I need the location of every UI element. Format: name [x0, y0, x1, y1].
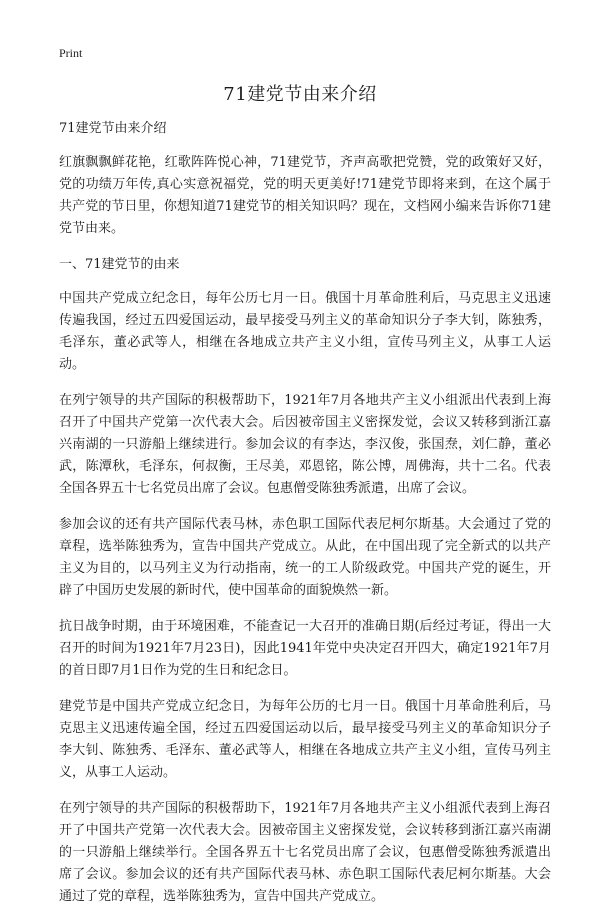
body-paragraph: 建党节是中国共产党成立纪念日，为每年公历的七月一日。俄国十月革命胜利后，马克思主义迅速传遍全国，经过五四爱国运动以后，最早接受马列主义的革命知识分子李大钊、陈独秀、毛泽东、董必武等人，相继在各地成立共产主义小组，宣传马列主义，从事工人运动。	[59, 699, 551, 780]
document-title: 71建党节由来介绍	[223, 84, 377, 105]
document-body	[59, 118, 551, 922]
section-heading: 一、71建党节的由来	[59, 257, 180, 272]
body-paragraph: 在列宁领导的共产国际的积极帮助下，1921年7月各地共产主义小组派出代表到上海召开了中国共产党第一次代表大会。后因被帝国主义密探发觉，会议又转移到浙江嘉兴南湖的一只游船上继续进行。参加会议的有李达，李汉俊，张国焘，刘仁静，董必武，陈潭秋，毛泽东，何叔衡，王尽美，邓恩铭，陈公博，周佛海，共十二名。代表全国各界五十七名党员出席了会议。包惠僧受陈独秀派遣，出席了会议。	[59, 393, 551, 496]
intro-paragraph: 红旗飘飘鲜花艳，红歌阵阵悦心神，71建党节，齐声高歌把党赞，党的政策好又好，党的功绩万年传,真心实意祝福党，党的明天更美好!71建党节即将来到，在这个属于共产党的节日里，你想知道71建党节的相关知识吗？现在，文档网小编来告诉你71建党节由来。	[59, 155, 551, 236]
print-link[interactable]: Print	[59, 46, 83, 60]
subtitle-paragraph: 71建党节由来介绍	[59, 121, 167, 136]
body-paragraph: 在列宁领导的共产国际的积极帮助下，1921年7月各地共产主义小组派代表到上海召开了中国共产党第一次代表大会。因被帝国主义密探发觉，会议转移到浙江嘉兴南湖的一只游船上继续举行。全国各界五十七名党员出席了会议，包惠僧受陈独秀派遣出席了会议。参加会议的还有共产国际代表马林、赤色职工国际代表尼柯尔斯基。大会通过了党的章程，选举陈独秀为，宣告中国共产党成立。	[59, 801, 551, 904]
body-paragraph: 抗日战争时期，由于环境困难，不能查记一大召开的准确日期(后经过考证，得出一大召开的时间为1921年7月23日)，因此1941年党中央决定召开四大，确定1921年7月的首日即7月1日作为党的生日和纪念日。	[59, 619, 551, 678]
body-paragraph: 参加会议的还有共产国际代表马林，赤色职工国际代表尼柯尔斯基。大会通过了党的章程，选举陈独秀为，宣告中国共产党成立。从此，在中国出现了完全新式的以共产主义为目的，以马列主义为行动指南，统一的工人阶级政党。中国共产党的诞生，开辟了中国历史发展的新时代，使中国革命的面貌焕然一新。	[59, 517, 551, 598]
body-paragraph: 中国共产党成立纪念日，每年公历七月一日。俄国十月革命胜利后，马克思主义迅速传遍我国，经过五四爱国运动，最早接受马列主义的革命知识分子李大钊，陈独秀，毛泽东，董必武等人，相继在各地成立共产主义小组，宣传马列主义，从事工人运动。	[59, 291, 551, 372]
